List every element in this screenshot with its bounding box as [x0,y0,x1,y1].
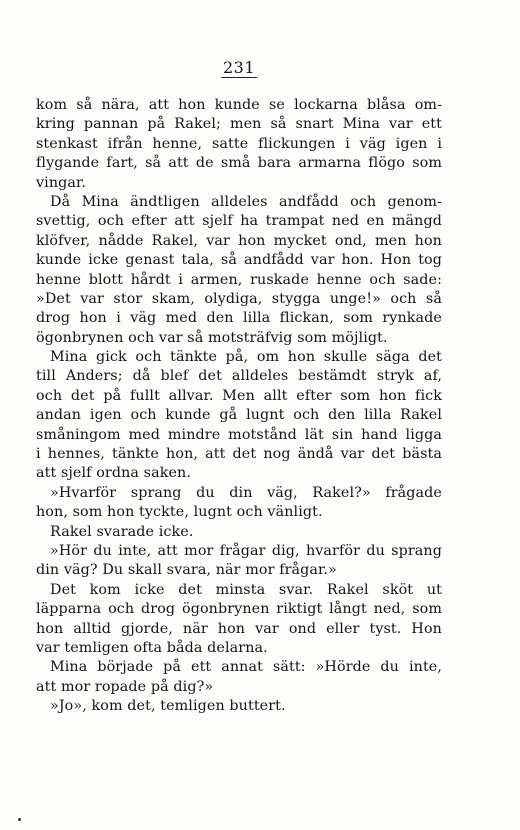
text-line: småningom med mindre motstånd lät sin hand ligga [36,426,442,443]
text-line: »Jo», kom det, temligen buttert. [50,698,286,715]
text-line: »Det var stor skam, olydiga, stygga unge!» och så [36,290,442,307]
text-line: kunde icke genast tala, så andfådd var hon. Hon tog [36,252,442,269]
text-line: henne blott hårdt i armen, ruskade henne och sade: [36,271,442,288]
text-line: klöfver, nådde Rakel, var hon mycket ond, men hon [36,232,442,249]
text-line: i hennes, tänkte hon, att det nog ändå var det bästa [36,446,442,463]
text-line: och det på fullt allvar. Men allt efter som hon fick [36,387,442,404]
text-line: hon, som hon tyckte, lugnt och vänligt. [36,504,323,521]
text-line: ögonbrynen och var så motsträfvig som möjligt. [36,329,388,346]
text-line: Mina började på ett annat sätt: »Hörde du inte, [50,659,442,676]
text-line: kom så nära, att hon kunde se lockarna blåsa om- [36,97,442,113]
text-line: andan igen och kunde gå lugnt och den lilla Rakel [36,407,442,424]
text-line: vingar. [36,174,87,191]
ink-speck [18,818,21,821]
text-line: till Anders; då blef det alldeles bestämdt stryk af, [36,368,442,385]
text-line: hon alltid gjorde, när hon var ond eller tyst. Hon [36,620,442,637]
text-line: »Hvarför sprang du din väg, Rakel?» frågade [50,484,442,501]
text-line: svettig, och efter att sjelf ha trampat ned en mängd [36,213,442,230]
body-text [36,96,442,717]
text-line: drog hon i väg med den lilla flickan, som rynkade [36,310,442,327]
text-line: Rakel svarade icke. [50,523,194,540]
text-line: din väg? Du skall svara, när mor frågar.» [36,562,337,579]
text-line: stenkast ifrån henne, satte flickungen i väg igen i [36,135,442,152]
text-line: att mor ropade på dig?» [36,678,214,695]
page-number [0,58,478,78]
text-line: kring pannan på Rakel; men så snart Mina var ett [36,116,442,133]
text-line: »Hör du inte, att mor frågar dig, hvarför du sprang [50,542,442,559]
text-line: flygande fart, så att de små bara armarna flögo som [36,155,442,172]
text-line: var temligen ofta båda delarna. [36,639,268,656]
text-line: Det kom icke det minsta svar. Rakel sköt ut [50,581,442,598]
page-number-text: 231 [222,58,256,77]
text-line: Då Mina ändtligen alldeles andfådd och genom- [50,193,442,210]
text-line: att sjelf ordna saken. [36,465,192,482]
text-line: läpparna och drog ögonbrynen riktigt långt ned, som [36,601,442,618]
text-line: Mina gick och tänkte på, om hon skulle säga det [50,349,442,366]
